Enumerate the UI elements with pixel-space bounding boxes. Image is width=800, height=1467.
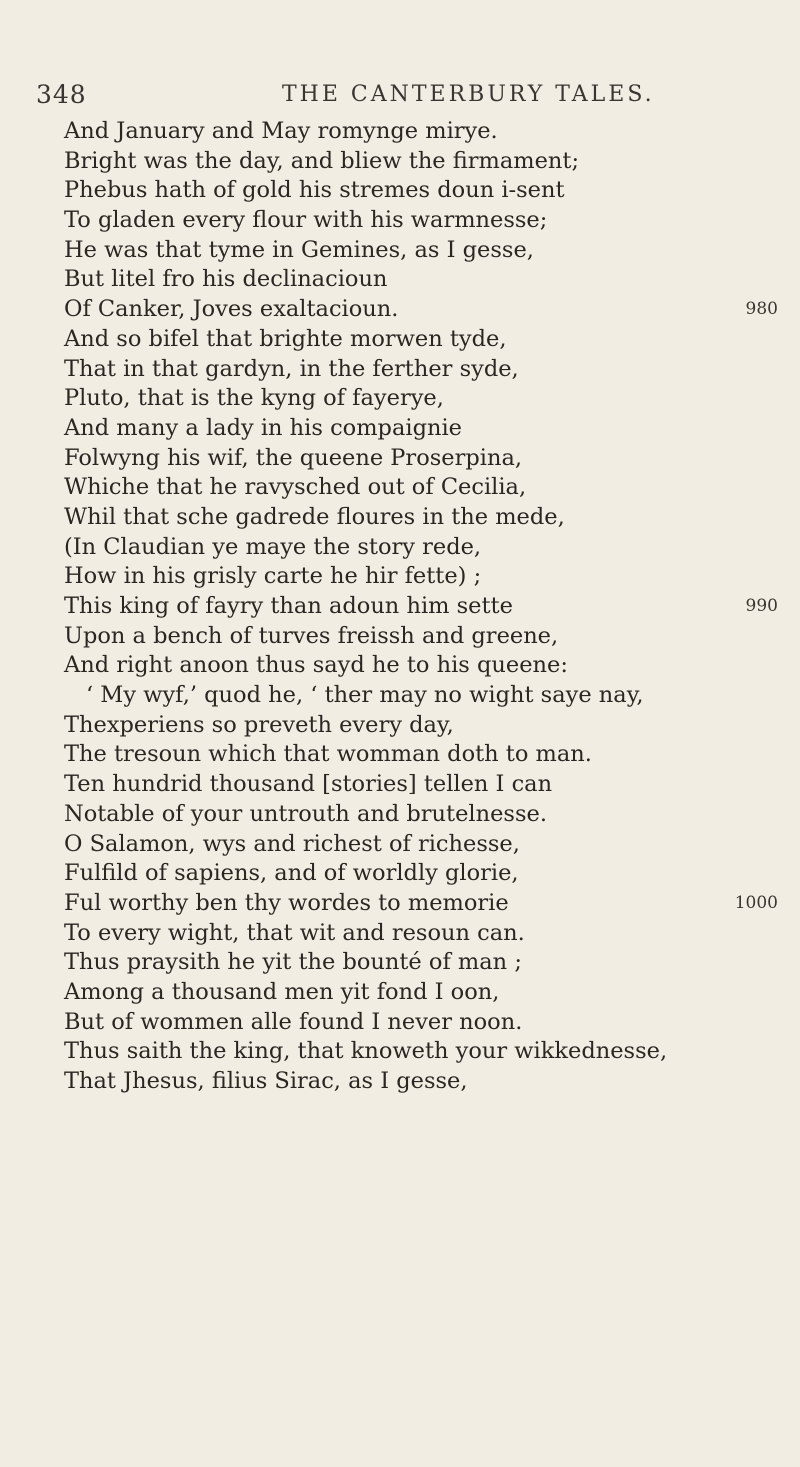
verse-line-text: Among a thousand men yit fond I oon, [64, 978, 500, 1005]
verse-line [0, 325, 800, 355]
verse-line-text: Thus saith the king, that knoweth your wikkednesse, [64, 1038, 668, 1065]
verse-line [0, 889, 800, 919]
verse-line-text: ‘ My wyf,’ quod he, ‘ ther may no wight saye nay, [86, 682, 644, 709]
verse-line [0, 681, 800, 711]
verse-line-text: And right anoon thus sayd he to his queene: [64, 652, 568, 679]
verse-line [0, 414, 800, 444]
verse-line-text: And January and May romynge mirye. [64, 118, 498, 144]
verse-line-text: But litel fro his declinacioun [64, 266, 388, 293]
verse-line-text: He was that tyme in Gemines, as I gesse, [64, 236, 534, 263]
line-number: 1000 [734, 892, 778, 913]
verse-line-text: Bright was the day, and bliew the firmament; [64, 147, 580, 174]
verse-line-text: Fulfild of sapiens, and of worldly glorie, [64, 860, 519, 887]
verse-line [0, 355, 800, 385]
verse-line-text: And many a lady in his compaignie [64, 414, 462, 441]
verse-line-text: (In Claudian ye maye the story rede, [64, 533, 482, 560]
verse-line-text: To every wight, that wit and resoun can. [64, 919, 525, 946]
line-number: 980 [745, 299, 778, 320]
verse-line-text: But of wommen alle found I never noon. [64, 1008, 523, 1035]
verse-line [0, 978, 800, 1008]
verse-line-text: Ful worthy ben thy wordes to memorie [64, 889, 509, 916]
verse-line [0, 711, 800, 741]
verse-line-text: Whiche that he ravysched out of Cecilia, [64, 474, 527, 501]
verse-line [0, 265, 800, 295]
verse-line [0, 592, 800, 622]
verse-line-text: Thus praysith he yit the bounté of man ; [64, 949, 522, 976]
verse-line-text: This king of fayry than adoun him sette [64, 593, 513, 619]
verse-line [0, 562, 800, 592]
verse-line [0, 206, 800, 236]
running-title: THE CANTERBURY TALES. [282, 82, 655, 107]
verse-line [0, 770, 800, 800]
page-header [36, 80, 655, 114]
verse-line [0, 473, 800, 503]
verse-line-text: How in his grisly carte he hir fette) ; [64, 563, 482, 590]
verse-line [0, 800, 800, 830]
verse-line-text: That Jhesus, filius Sirac, as I gesse, [64, 1068, 468, 1094]
verse-line-text: Of Canker, Joves exaltacioun. [64, 296, 399, 323]
verse-line [0, 117, 800, 147]
verse-line [0, 1008, 800, 1038]
verse-line [0, 147, 800, 177]
verse-line-text: Ten hundrid thousand [stories] tellen I can [64, 771, 553, 798]
verse-line [0, 533, 800, 563]
verse-line [0, 1037, 800, 1067]
verse-line-text: That in that gardyn, in the ferther syde, [64, 355, 519, 382]
poem-text [0, 117, 800, 1097]
verse-line [0, 651, 800, 681]
verse-line [0, 830, 800, 860]
verse-line [0, 176, 800, 206]
verse-line [0, 503, 800, 533]
verse-line-text: Upon a bench of turves freissh and greene, [64, 622, 559, 649]
verse-line [0, 740, 800, 770]
line-number: 990 [745, 596, 778, 616]
verse-line [0, 948, 800, 978]
verse-line-text: Folwyng his wif, the queene Proserpina, [64, 444, 523, 471]
verse-line [0, 236, 800, 266]
verse-line [0, 859, 800, 889]
verse-line [0, 919, 800, 949]
verse-line [0, 1067, 800, 1097]
verse-line-text: To gladen every flour with his warmnesse; [64, 207, 548, 234]
verse-line-text: Notable of your untrouth and brutelnesse. [64, 800, 547, 827]
verse-line-text: The tresoun which that womman doth to man. [64, 741, 592, 768]
page-number: 348 [36, 80, 87, 109]
verse-line [0, 444, 800, 474]
verse-line-text: Phebus hath of gold his stremes doun i-sent [64, 177, 565, 204]
verse-line-text: And so bifel that brighte morwen tyde, [64, 325, 507, 352]
verse-line [0, 384, 800, 414]
verse-line-text: Thexperiens so preveth every day, [64, 711, 454, 738]
verse-line-text: Pluto, that is the kyng of fayerye, [64, 385, 444, 412]
verse-line [0, 295, 800, 325]
verse-line [0, 622, 800, 652]
verse-line-text: O Salamon, wys and richest of richesse, [64, 830, 520, 857]
verse-line-text: Whil that sche gadrede floures in the mede, [64, 503, 565, 530]
